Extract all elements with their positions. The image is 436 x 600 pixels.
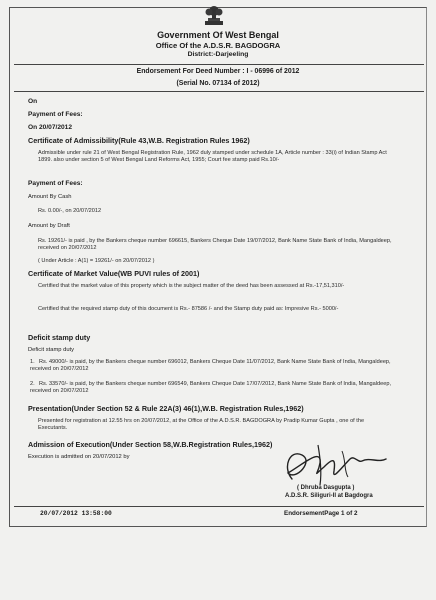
divider: [14, 91, 424, 92]
deficit-heading: Deficit stamp duty: [28, 333, 91, 342]
print-timestamp: 20/07/2012 13:58:00: [40, 510, 112, 517]
admissibility-heading: Certificate of Admissibility(Rule 43,W.B. Registration Rules 1962): [28, 136, 250, 145]
market-value-text: Certified that the market value of this property which is the subject matter of the deed has been assessed at Rs.-17,51,310/-: [38, 283, 345, 289]
divider: [14, 64, 424, 65]
draft-label: Amount by Draft: [28, 223, 70, 229]
cash-value: Rs. 0.00/-, on 20/07/2012: [38, 208, 102, 214]
district-name: District:-Darjeeling: [187, 51, 249, 58]
admissibility-text: Admissible under rule 21 of West Bengal Registration Rule, 1962 duly stamped under schedule 1A, Article number : 33(i) of Indian Stamp Act 1899. also under section 5 of West Bengal Land Reforms Act, 1955; Court fee stamp paid Rs.10/-: [38, 150, 387, 164]
list-item: 1. Rs. 49000/- is paid, by the Bankers cheque number 696012, Bankers Cheque Date 11/07/2012, Bank Name State Bank of India, Mangaldeep, received on 20/07/2012: [30, 359, 391, 373]
signatory-name: ( Dhruba Dasgupta ): [297, 485, 355, 491]
serial-number: (Serial No. 07134 of 2012): [176, 80, 260, 87]
signatory-block: [285, 485, 435, 501]
date-heading: On 20/07/2012: [28, 124, 72, 131]
list-item: 2. Rs. 33570/- is paid, by the Bankers cheque number 696549, Bankers Cheque Date 17/07/2012, Bank Name State Bank of India, Mangaldeep, received on 20/07/2012: [30, 381, 392, 395]
on-label: On: [28, 98, 38, 105]
draft-text: Rs. 19261/- is paid , by the Bankers cheque number 696615, Bankers Cheque Date 19/07/2012, Bank Name State Bank of India, Mangaldeep, received on 20/07/2012: [38, 238, 392, 252]
deficit-label: Deficit stamp duty: [28, 347, 75, 353]
office-name: Office Of the A.D.S.R. BAGDOGRA: [155, 41, 281, 50]
state-emblem-icon: [201, 2, 227, 28]
endorsement-title: Endorsement For Deed Number : I - 06996 of 2012: [136, 68, 300, 75]
presentation-heading: Presentation(Under Section 52 & Rule 22A(3) 46(1),W.B. Registration Rules,1962): [28, 404, 304, 413]
presentation-text: Presented for registration at 12.55 hrs on 20/07/2012, at the Office of the A.D.S.R. BAGDOGRA by Pradip Kumar Gupta , one of the Executants.: [38, 418, 365, 432]
admission-text: Execution is admitted on 20/07/2012 by: [28, 454, 130, 460]
signatory-designation: A.D.S.R. Siliguri-II at Bagdogra: [285, 492, 373, 499]
article-text: ( Under Article : A(1) = 19261/- on 20/07/2012 ): [38, 258, 155, 264]
page-indicator: EndorsementPage 1 of 2: [284, 510, 358, 517]
market-value-heading: Certificate of Market Value(WB PUVI rules of 2001): [28, 269, 200, 278]
payment-fees-heading: Payment of Fees:: [28, 111, 83, 118]
signature: [262, 437, 392, 489]
government-title: Government Of West Bengal: [157, 30, 279, 40]
divider: [14, 506, 424, 507]
fees-heading: Payment of Fees:: [28, 180, 83, 187]
admission-heading: Admission of Execution(Under Section 58,W.B.Registration Rules,1962): [28, 440, 273, 449]
cash-label: Amount By Cash: [28, 194, 72, 200]
stamp-duty-text: Certified that the required stamp duty of this document is Rs.- 87586 /- and the Stamp duty paid as: Impresive Rs.- 5000/-: [38, 306, 339, 312]
